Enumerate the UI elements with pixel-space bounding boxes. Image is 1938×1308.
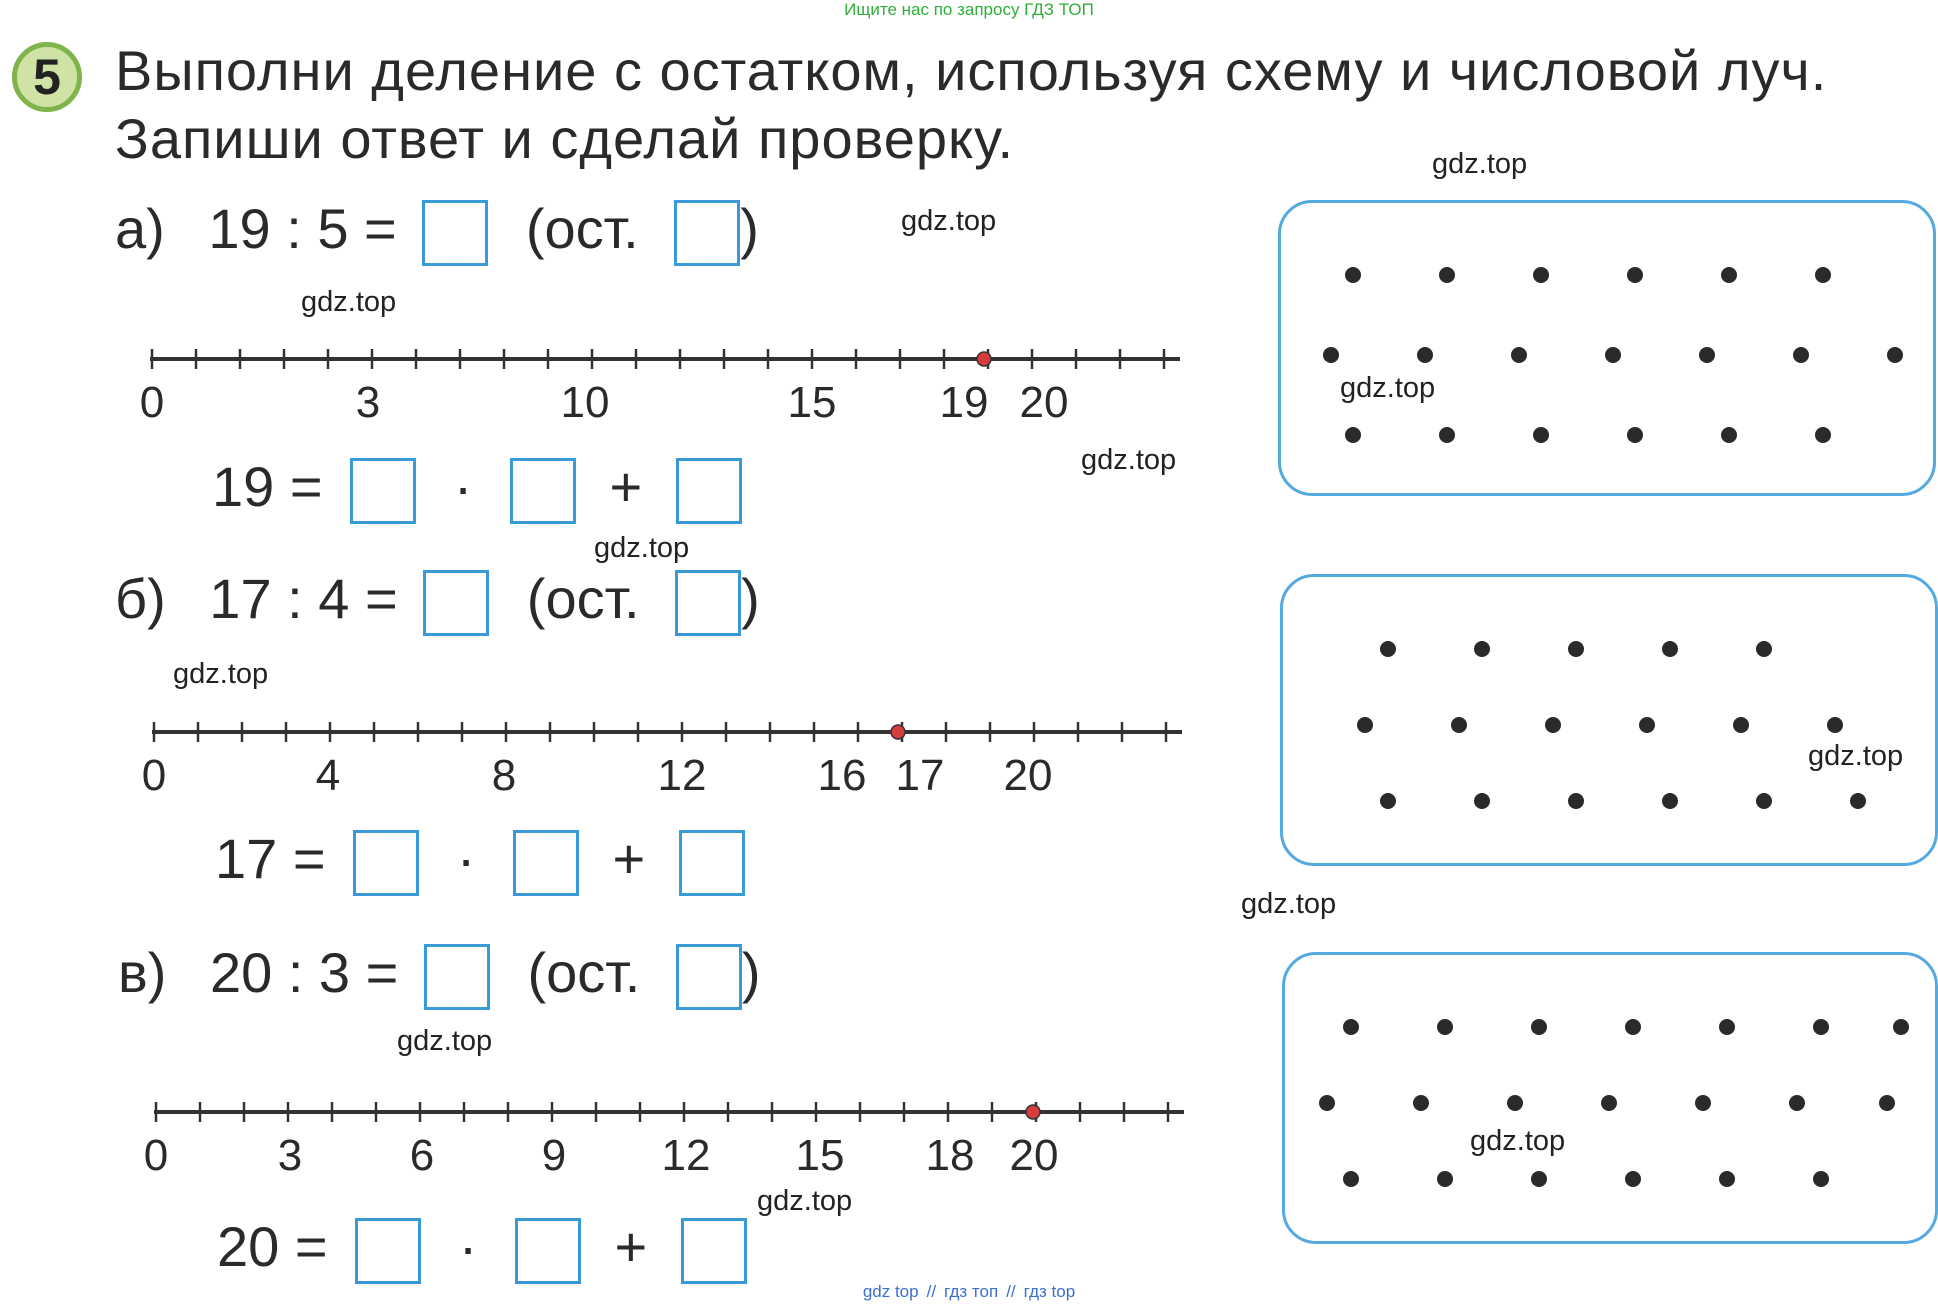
tick-label: 10 [560,378,610,425]
watermark: gdz.top [1470,1125,1566,1157]
task-title-line1: Выполни деление с остатком, используя схему и числовой луч. [115,39,1828,102]
scheme-dot [1451,717,1467,733]
multiply-sign: · [453,455,473,518]
tick-label: 20 [1019,378,1069,425]
tick-label: 0 [140,378,165,425]
check-box-2[interactable] [513,830,579,896]
scheme-dot [1756,793,1772,809]
problem-c-check [217,1214,747,1284]
watermark: gdz.top [757,1185,853,1217]
problem-b-equation [115,566,760,636]
watermark: gdz.top [1808,740,1904,772]
scheme-dot [1719,1019,1735,1035]
scheme-dot [1893,1019,1909,1035]
task-number: 5 [33,49,61,105]
scheme-dot [1533,427,1549,443]
tick-label: 4 [315,751,341,798]
tick-label: 19 [939,378,989,425]
scheme-dot [1605,347,1621,363]
scheme-dot [1850,793,1866,809]
tick-label: 12 [657,751,707,798]
remainder-box[interactable] [674,200,740,266]
tick-label: 8 [491,751,517,798]
remainder-box[interactable] [675,570,741,636]
tick-label: 15 [787,378,837,425]
scheme-dot [1815,427,1831,443]
quotient-box[interactable] [424,944,490,1010]
multiply-sign: · [458,1215,478,1278]
quotient-box[interactable] [423,570,489,636]
problem-b-check [215,826,745,896]
division-expression: 17 : 4 = [209,567,398,630]
tick-label: 20 [1009,1131,1059,1178]
scheme-dot [1662,793,1678,809]
quotient-box[interactable] [422,200,488,266]
scheme-dot [1719,1171,1735,1187]
scheme-dot [1345,427,1361,443]
scheme-dot [1627,427,1643,443]
scheme-dot [1568,641,1584,657]
scheme-dot [1474,641,1490,657]
task-title-line2: Запиши ответ и сделай проверку. [115,107,1015,170]
scheme-dot [1721,267,1737,283]
scheme-dot [1733,717,1749,733]
scheme-dot [1439,267,1455,283]
scheme-dot [1627,267,1643,283]
scheme-dot [1319,1095,1335,1111]
close-paren: ) [741,567,760,630]
scheme-dot [1639,717,1655,733]
scheme-dot [1721,427,1737,443]
marked-point [1026,1105,1040,1119]
multiply-sign: · [456,827,476,890]
check-box-1[interactable] [353,830,419,896]
tick-label: 0 [144,1131,169,1178]
scheme-dot [1625,1019,1641,1035]
number-line-a [140,345,1190,425]
scheme-dot [1507,1095,1523,1111]
watermark: gdz.top [1340,372,1436,404]
check-box-1[interactable] [350,458,416,524]
check-lhs: 17 = [215,827,326,890]
scheme-dot [1793,347,1809,363]
scheme-dot [1879,1095,1895,1111]
top-banner: Ищите нас по запросу ГДЗ ТОП [844,0,1094,19]
watermark: gdz.top [1081,444,1177,476]
watermark: gdz.top [901,205,997,237]
dot-scheme-c [1282,952,1938,1244]
tick-label: 15 [795,1131,845,1178]
tick-label: 6 [409,1131,435,1178]
scheme-dot [1437,1019,1453,1035]
check-box-2[interactable] [510,458,576,524]
scheme-dot [1789,1095,1805,1111]
footer-link[interactable]: gdz top [862,1282,919,1301]
scheme-dot [1511,347,1527,363]
division-expression: 19 : 5 = [208,197,397,260]
scheme-dot [1545,717,1561,733]
scheme-dot [1813,1171,1829,1187]
check-box-3[interactable] [679,830,745,896]
tick-label: 3 [277,1131,303,1178]
watermark: gdz.top [173,658,269,690]
dot-scheme-a [1278,200,1936,496]
scheme-dot [1625,1171,1641,1187]
tick-label: 3 [355,378,381,425]
watermark: gdz.top [1432,148,1528,180]
scheme-dot [1568,793,1584,809]
scheme-dot [1323,347,1339,363]
scheme-dot [1357,717,1373,733]
check-box-2[interactable] [515,1218,581,1284]
check-lhs: 19 = [212,455,323,518]
plus-sign: + [609,455,643,518]
check-box-1[interactable] [355,1218,421,1284]
footer-link[interactable]: гдз топ [944,1282,999,1301]
scheme-dot [1343,1019,1359,1035]
scheme-dot [1380,793,1396,809]
dot-scheme-b [1280,574,1938,866]
scheme-dot [1531,1171,1547,1187]
scheme-dot [1601,1095,1617,1111]
close-paren: ) [741,941,761,1004]
problem-a-equation [115,196,759,266]
watermark: gdz.top [1241,888,1337,920]
scheme-dot [1531,1019,1547,1035]
problem-letter: б) [115,567,166,630]
tick-label: 16 [817,751,867,798]
remainder-label: (ост. [527,941,641,1004]
tick-label: 18 [925,1131,975,1178]
scheme-dot [1439,427,1455,443]
scheme-dot [1413,1095,1429,1111]
plus-sign: + [612,827,646,890]
footer-links [0,1282,1938,1302]
close-paren: ) [740,197,759,260]
task-number-badge [12,42,82,112]
problem-c-equation [118,940,760,1010]
check-box-3[interactable] [676,458,742,524]
marked-point [891,725,905,739]
scheme-dot [1813,1019,1829,1035]
check-lhs: 20 = [217,1215,328,1278]
scheme-dot [1662,641,1678,657]
remainder-box[interactable] [676,944,742,1010]
scheme-dot [1437,1171,1453,1187]
check-box-3[interactable] [681,1218,747,1284]
watermark: gdz.top [594,532,690,564]
scheme-dot [1417,347,1433,363]
tick-label: 12 [661,1131,711,1178]
scheme-dot [1756,641,1772,657]
footer-separator: // [926,1282,937,1301]
problem-a-check [212,454,742,524]
scheme-dot [1699,347,1715,363]
number-line-c [144,1098,1194,1178]
watermark: gdz.top [397,1025,493,1057]
scheme-dot [1345,267,1361,283]
tick-label: 0 [142,751,167,798]
footer-separator: // [1006,1282,1016,1301]
scheme-dot [1887,347,1903,363]
division-expression: 20 : 3 = [209,941,399,1004]
scheme-dot [1815,267,1831,283]
problem-letter: в) [118,941,167,1004]
scheme-dot [1474,793,1490,809]
remainder-label: (ост. [525,197,639,260]
plus-sign: + [614,1215,648,1278]
remainder-label: (ост. [526,567,640,630]
tick-label: 9 [541,1131,567,1178]
scheme-dot [1533,267,1549,283]
scheme-dot [1827,717,1843,733]
number-line-b [142,718,1192,798]
footer-link[interactable]: гдз top [1023,1282,1076,1301]
scheme-dot [1380,641,1396,657]
watermark: gdz.top [301,286,397,318]
tick-label: 17 [895,751,945,798]
scheme-dot [1343,1171,1359,1187]
marked-point [977,352,991,366]
scheme-dot [1695,1095,1711,1111]
problem-letter: а) [115,197,165,260]
tick-label: 20 [1003,751,1053,798]
